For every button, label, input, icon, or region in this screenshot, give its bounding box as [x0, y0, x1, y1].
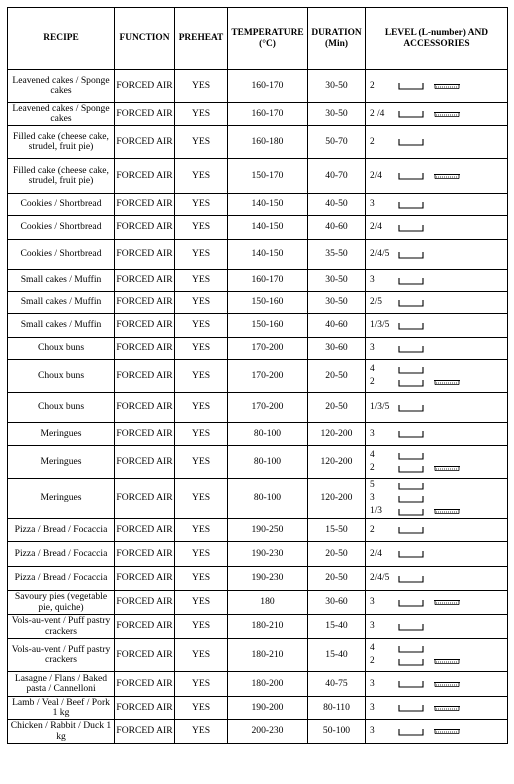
cell-function: FORCED AIR — [115, 542, 175, 567]
cell-temperature: 80-100 — [228, 446, 308, 479]
cell-duration: 120-200 — [308, 479, 366, 519]
cell-preheat: YES — [175, 194, 228, 216]
cell-recipe: Savoury pies (vegetable pie, quiche) — [8, 591, 115, 615]
wire-rack-icon — [434, 658, 460, 665]
header-function: FUNCTION — [115, 8, 175, 70]
baking-tray-icon — [398, 430, 424, 438]
cell-temperature: 180-200 — [228, 672, 308, 697]
cell-duration: 20-50 — [308, 567, 366, 591]
baking-tray-icon — [398, 728, 424, 736]
wire-rack-icon — [434, 705, 460, 712]
cell-function: FORCED AIR — [115, 446, 175, 479]
header-level: LEVEL (L-number) AND ACCESSORIES — [366, 8, 508, 70]
cell-recipe: Small cakes / Muffin — [8, 292, 115, 314]
cell-level — [366, 591, 508, 615]
cell-function: FORCED AIR — [115, 393, 175, 423]
cell-temperature: 150-160 — [228, 314, 308, 338]
level-number: 3 — [370, 199, 375, 210]
level-line — [370, 449, 506, 462]
table-row — [8, 720, 508, 744]
recipe-table — [7, 7, 508, 744]
cell-level — [366, 194, 508, 216]
baking-tray-icon — [398, 224, 424, 232]
baking-tray-icon — [398, 404, 424, 412]
cell-temperature: 180-210 — [228, 639, 308, 672]
level-number: 3 — [370, 726, 375, 737]
table-row — [8, 591, 508, 615]
table-row — [8, 194, 508, 216]
cell-duration: 30-50 — [308, 70, 366, 103]
baking-tray-icon — [398, 550, 424, 558]
cell-level — [366, 314, 508, 338]
cell-preheat: YES — [175, 270, 228, 292]
cell-function: FORCED AIR — [115, 70, 175, 103]
cell-level — [366, 270, 508, 292]
cell-duration: 50-100 — [308, 720, 366, 744]
level-line — [370, 462, 506, 475]
cell-temperature: 160-170 — [228, 270, 308, 292]
cell-recipe: Lasagne / Flans / Baked pasta / Cannelloni — [8, 672, 115, 697]
baking-tray-icon — [398, 82, 424, 90]
cell-preheat: YES — [175, 240, 228, 270]
cell-level — [366, 542, 508, 567]
baking-tray-icon — [398, 508, 424, 516]
baking-tray-icon — [398, 322, 424, 330]
cell-preheat: YES — [175, 591, 228, 615]
cell-temperature: 80-100 — [228, 479, 308, 519]
baking-tray-icon — [398, 172, 424, 180]
level-number: 2/5 — [370, 297, 382, 308]
cell-temperature: 140-150 — [228, 194, 308, 216]
cell-recipe: Meringues — [8, 479, 115, 519]
table-row — [8, 672, 508, 697]
cell-function: FORCED AIR — [115, 338, 175, 360]
level-line — [370, 401, 506, 414]
cell-duration: 80-110 — [308, 697, 366, 720]
table-row — [8, 423, 508, 446]
cell-preheat: YES — [175, 672, 228, 697]
cell-level — [366, 126, 508, 159]
cell-temperature: 140-150 — [228, 216, 308, 240]
cell-preheat: YES — [175, 70, 228, 103]
level-line — [370, 492, 506, 505]
level-number: 2/4 — [370, 170, 382, 181]
cell-recipe: Pizza / Bread / Focaccia — [8, 519, 115, 542]
level-line — [370, 319, 506, 332]
cell-duration: 40-75 — [308, 672, 366, 697]
cell-temperature: 180-210 — [228, 615, 308, 639]
cell-duration: 30-60 — [308, 591, 366, 615]
level-number: 1/3/5 — [370, 320, 390, 331]
cell-level — [366, 567, 508, 591]
cell-duration: 30-50 — [308, 270, 366, 292]
baking-tray-icon — [398, 658, 424, 666]
level-line — [370, 678, 506, 691]
cell-preheat: YES — [175, 423, 228, 446]
cell-function: FORCED AIR — [115, 292, 175, 314]
baking-tray-icon — [398, 251, 424, 259]
cell-preheat: YES — [175, 720, 228, 744]
baking-tray-icon — [398, 482, 424, 490]
level-line — [370, 274, 506, 287]
baking-tray-icon — [398, 526, 424, 534]
level-line — [370, 548, 506, 561]
cell-recipe: Small cakes / Muffin — [8, 314, 115, 338]
level-number: 3 — [370, 621, 375, 632]
cell-recipe: Choux buns — [8, 393, 115, 423]
level-line — [370, 524, 506, 537]
cell-duration: 30-60 — [308, 338, 366, 360]
cell-preheat: YES — [175, 126, 228, 159]
table-row — [8, 338, 508, 360]
cell-function: FORCED AIR — [115, 270, 175, 292]
cell-preheat: YES — [175, 446, 228, 479]
level-number: 2/4/5 — [370, 573, 390, 584]
cell-level — [366, 446, 508, 479]
cell-recipe: Meringues — [8, 423, 115, 446]
wire-rack-icon — [434, 465, 460, 472]
level-number: 3 — [370, 597, 375, 608]
cell-preheat: YES — [175, 292, 228, 314]
cell-level — [366, 672, 508, 697]
cell-recipe: Pizza / Bread / Focaccia — [8, 542, 115, 567]
baking-tray-icon — [398, 599, 424, 607]
level-number: 3 — [370, 678, 375, 689]
baking-tray-icon — [398, 201, 424, 209]
cell-duration: 30-50 — [308, 292, 366, 314]
level-line — [370, 596, 506, 609]
cell-recipe: Lamb / Veal / Beef / Pork 1 kg — [8, 697, 115, 720]
table-row — [8, 240, 508, 270]
table-body — [8, 70, 508, 744]
cell-temperature: 190-250 — [228, 519, 308, 542]
cell-level — [366, 479, 508, 519]
cell-level — [366, 292, 508, 314]
level-line — [370, 198, 506, 211]
cell-function: FORCED AIR — [115, 240, 175, 270]
cell-temperature: 170-200 — [228, 360, 308, 393]
cell-preheat: YES — [175, 159, 228, 194]
table-row — [8, 159, 508, 194]
cell-duration: 40-50 — [308, 194, 366, 216]
level-line — [370, 296, 506, 309]
level-line — [370, 620, 506, 633]
baking-tray-icon — [398, 379, 424, 387]
baking-tray-icon — [398, 299, 424, 307]
level-line — [370, 702, 506, 715]
cell-duration: 15-40 — [308, 615, 366, 639]
header-duration: DURATION (Min) — [308, 8, 366, 70]
cell-preheat: YES — [175, 314, 228, 338]
baking-tray-icon — [398, 138, 424, 146]
cell-level — [366, 159, 508, 194]
cell-function: FORCED AIR — [115, 360, 175, 393]
cell-level — [366, 216, 508, 240]
cell-temperature: 160-180 — [228, 126, 308, 159]
level-line — [370, 221, 506, 234]
level-number: 2 /4 — [370, 108, 385, 119]
baking-tray-icon — [398, 704, 424, 712]
cell-function: FORCED AIR — [115, 423, 175, 446]
header-preheat: PREHEAT — [175, 8, 228, 70]
cell-function: FORCED AIR — [115, 591, 175, 615]
wire-rack-icon — [434, 173, 460, 180]
level-line — [370, 479, 506, 492]
level-number: 2 — [370, 524, 375, 535]
cell-duration: 35-50 — [308, 240, 366, 270]
cell-recipe: Chicken / Rabbit / Duck 1 kg — [8, 720, 115, 744]
cell-function: FORCED AIR — [115, 194, 175, 216]
table-row — [8, 270, 508, 292]
cell-temperature: 180 — [228, 591, 308, 615]
wire-rack-icon — [434, 379, 460, 386]
level-line — [370, 725, 506, 738]
cell-recipe: Choux buns — [8, 338, 115, 360]
level-number: 2 — [370, 136, 375, 147]
baking-tray-icon — [398, 452, 424, 460]
level-number: 5 — [370, 480, 375, 491]
level-line — [370, 248, 506, 261]
cell-preheat: YES — [175, 360, 228, 393]
cell-recipe: Choux buns — [8, 360, 115, 393]
cell-preheat: YES — [175, 615, 228, 639]
level-number: 1/3 — [370, 506, 382, 517]
cell-duration: 40-60 — [308, 314, 366, 338]
cell-preheat: YES — [175, 542, 228, 567]
cell-recipe: Small cakes / Muffin — [8, 270, 115, 292]
cell-function: FORCED AIR — [115, 720, 175, 744]
cell-duration: 15-50 — [308, 519, 366, 542]
level-number: 4 — [370, 643, 375, 654]
cell-function: FORCED AIR — [115, 479, 175, 519]
cell-temperature: 170-200 — [228, 338, 308, 360]
level-line — [370, 108, 506, 121]
level-number: 2 — [370, 377, 375, 388]
table-row — [8, 615, 508, 639]
cell-function: FORCED AIR — [115, 103, 175, 126]
cell-function: FORCED AIR — [115, 697, 175, 720]
cell-preheat: YES — [175, 103, 228, 126]
table-row — [8, 567, 508, 591]
baking-tray-icon — [398, 345, 424, 353]
cell-temperature: 190-200 — [228, 697, 308, 720]
cell-temperature: 190-230 — [228, 567, 308, 591]
level-number: 2/4 — [370, 548, 382, 559]
level-line — [370, 363, 506, 376]
table-row — [8, 292, 508, 314]
cell-preheat: YES — [175, 216, 228, 240]
cell-duration: 30-50 — [308, 103, 366, 126]
cell-duration: 40-70 — [308, 159, 366, 194]
level-number: 3 — [370, 275, 375, 286]
wire-rack-icon — [434, 599, 460, 606]
level-number: 3 — [370, 493, 375, 504]
wire-rack-icon — [434, 83, 460, 90]
cell-recipe: Meringues — [8, 446, 115, 479]
level-line — [370, 505, 506, 518]
wire-rack-icon — [434, 508, 460, 515]
table-row — [8, 697, 508, 720]
table-row — [8, 103, 508, 126]
cell-function: FORCED AIR — [115, 639, 175, 672]
cell-duration: 50-70 — [308, 126, 366, 159]
cell-duration: 120-200 — [308, 423, 366, 446]
table-row — [8, 70, 508, 103]
cell-temperature: 190-230 — [228, 542, 308, 567]
cell-preheat: YES — [175, 697, 228, 720]
level-line — [370, 655, 506, 668]
level-line — [370, 80, 506, 93]
cell-recipe: Filled cake (cheese cake, strudel, fruit pie) — [8, 126, 115, 159]
table-row — [8, 126, 508, 159]
table-row — [8, 393, 508, 423]
cell-recipe: Filled cake (cheese cake, strudel, fruit pie) — [8, 159, 115, 194]
baking-tray-icon — [398, 680, 424, 688]
cell-preheat: YES — [175, 639, 228, 672]
cell-function: FORCED AIR — [115, 567, 175, 591]
cell-level — [366, 639, 508, 672]
wire-rack-icon — [434, 728, 460, 735]
baking-tray-icon — [398, 110, 424, 118]
cell-function: FORCED AIR — [115, 314, 175, 338]
level-number: 1/3/5 — [370, 402, 390, 413]
header-row — [8, 8, 508, 70]
level-number: 3 — [370, 702, 375, 713]
cell-temperature: 80-100 — [228, 423, 308, 446]
level-number: 2 — [370, 463, 375, 474]
baking-tray-icon — [398, 623, 424, 631]
cell-function: FORCED AIR — [115, 519, 175, 542]
table-row — [8, 216, 508, 240]
cell-temperature: 150-160 — [228, 292, 308, 314]
cell-level — [366, 103, 508, 126]
level-line — [370, 642, 506, 655]
level-line — [370, 342, 506, 355]
level-line — [370, 428, 506, 441]
cell-duration: 15-40 — [308, 639, 366, 672]
level-number: 2/4/5 — [370, 249, 390, 260]
cell-temperature: 170-200 — [228, 393, 308, 423]
cell-duration: 20-50 — [308, 542, 366, 567]
table-row — [8, 542, 508, 567]
cell-recipe: Cookies / Shortbread — [8, 194, 115, 216]
cell-level — [366, 720, 508, 744]
table-row — [8, 639, 508, 672]
cell-recipe: Vols-au-vent / Puff pastry crackers — [8, 615, 115, 639]
level-number: 2 — [370, 656, 375, 667]
table-row — [8, 479, 508, 519]
cell-preheat: YES — [175, 479, 228, 519]
level-number: 2 — [370, 80, 375, 91]
cell-recipe: Cookies / Shortbread — [8, 216, 115, 240]
baking-tray-icon — [398, 465, 424, 473]
header-recipe: RECIPE — [8, 8, 115, 70]
cell-level — [366, 423, 508, 446]
level-number: 4 — [370, 364, 375, 375]
table-row — [8, 360, 508, 393]
cell-temperature: 160-170 — [228, 70, 308, 103]
cell-level — [366, 615, 508, 639]
cell-level — [366, 240, 508, 270]
baking-tray-icon — [398, 495, 424, 503]
cell-duration: 40-60 — [308, 216, 366, 240]
cell-recipe: Pizza / Bread / Focaccia — [8, 567, 115, 591]
cell-level — [366, 360, 508, 393]
level-line — [370, 170, 506, 183]
cell-recipe: Leavened cakes / Sponge cakes — [8, 103, 115, 126]
cell-duration: 120-200 — [308, 446, 366, 479]
cell-recipe: Leavened cakes / Sponge cakes — [8, 70, 115, 103]
table-row — [8, 314, 508, 338]
cell-level — [366, 393, 508, 423]
table-row — [8, 519, 508, 542]
cell-temperature: 200-230 — [228, 720, 308, 744]
cell-preheat: YES — [175, 393, 228, 423]
cell-temperature: 140-150 — [228, 240, 308, 270]
level-number: 3 — [370, 428, 375, 439]
level-number: 3 — [370, 343, 375, 354]
cell-level — [366, 697, 508, 720]
cell-level — [366, 338, 508, 360]
cell-recipe: Cookies / Shortbread — [8, 240, 115, 270]
wire-rack-icon — [434, 111, 460, 118]
cell-function: FORCED AIR — [115, 615, 175, 639]
baking-tray-icon — [398, 277, 424, 285]
table-row — [8, 446, 508, 479]
cell-level — [366, 519, 508, 542]
cell-duration: 20-50 — [308, 360, 366, 393]
cell-level — [366, 70, 508, 103]
baking-tray-icon — [398, 645, 424, 653]
cell-temperature: 150-170 — [228, 159, 308, 194]
cell-function: FORCED AIR — [115, 126, 175, 159]
cell-preheat: YES — [175, 567, 228, 591]
baking-tray-icon — [398, 366, 424, 374]
cell-preheat: YES — [175, 519, 228, 542]
wire-rack-icon — [434, 681, 460, 688]
cell-preheat: YES — [175, 338, 228, 360]
cell-function: FORCED AIR — [115, 159, 175, 194]
cell-duration: 20-50 — [308, 393, 366, 423]
level-line — [370, 376, 506, 389]
level-number: 2/4 — [370, 222, 382, 233]
cell-recipe: Vols-au-vent / Puff pastry crackers — [8, 639, 115, 672]
header-temperature: TEMPERATURE (°C) — [228, 8, 308, 70]
cell-function: FORCED AIR — [115, 672, 175, 697]
cell-function: FORCED AIR — [115, 216, 175, 240]
level-line — [370, 136, 506, 149]
level-line — [370, 572, 506, 585]
cell-temperature: 160-170 — [228, 103, 308, 126]
baking-tray-icon — [398, 575, 424, 583]
level-number: 4 — [370, 450, 375, 461]
